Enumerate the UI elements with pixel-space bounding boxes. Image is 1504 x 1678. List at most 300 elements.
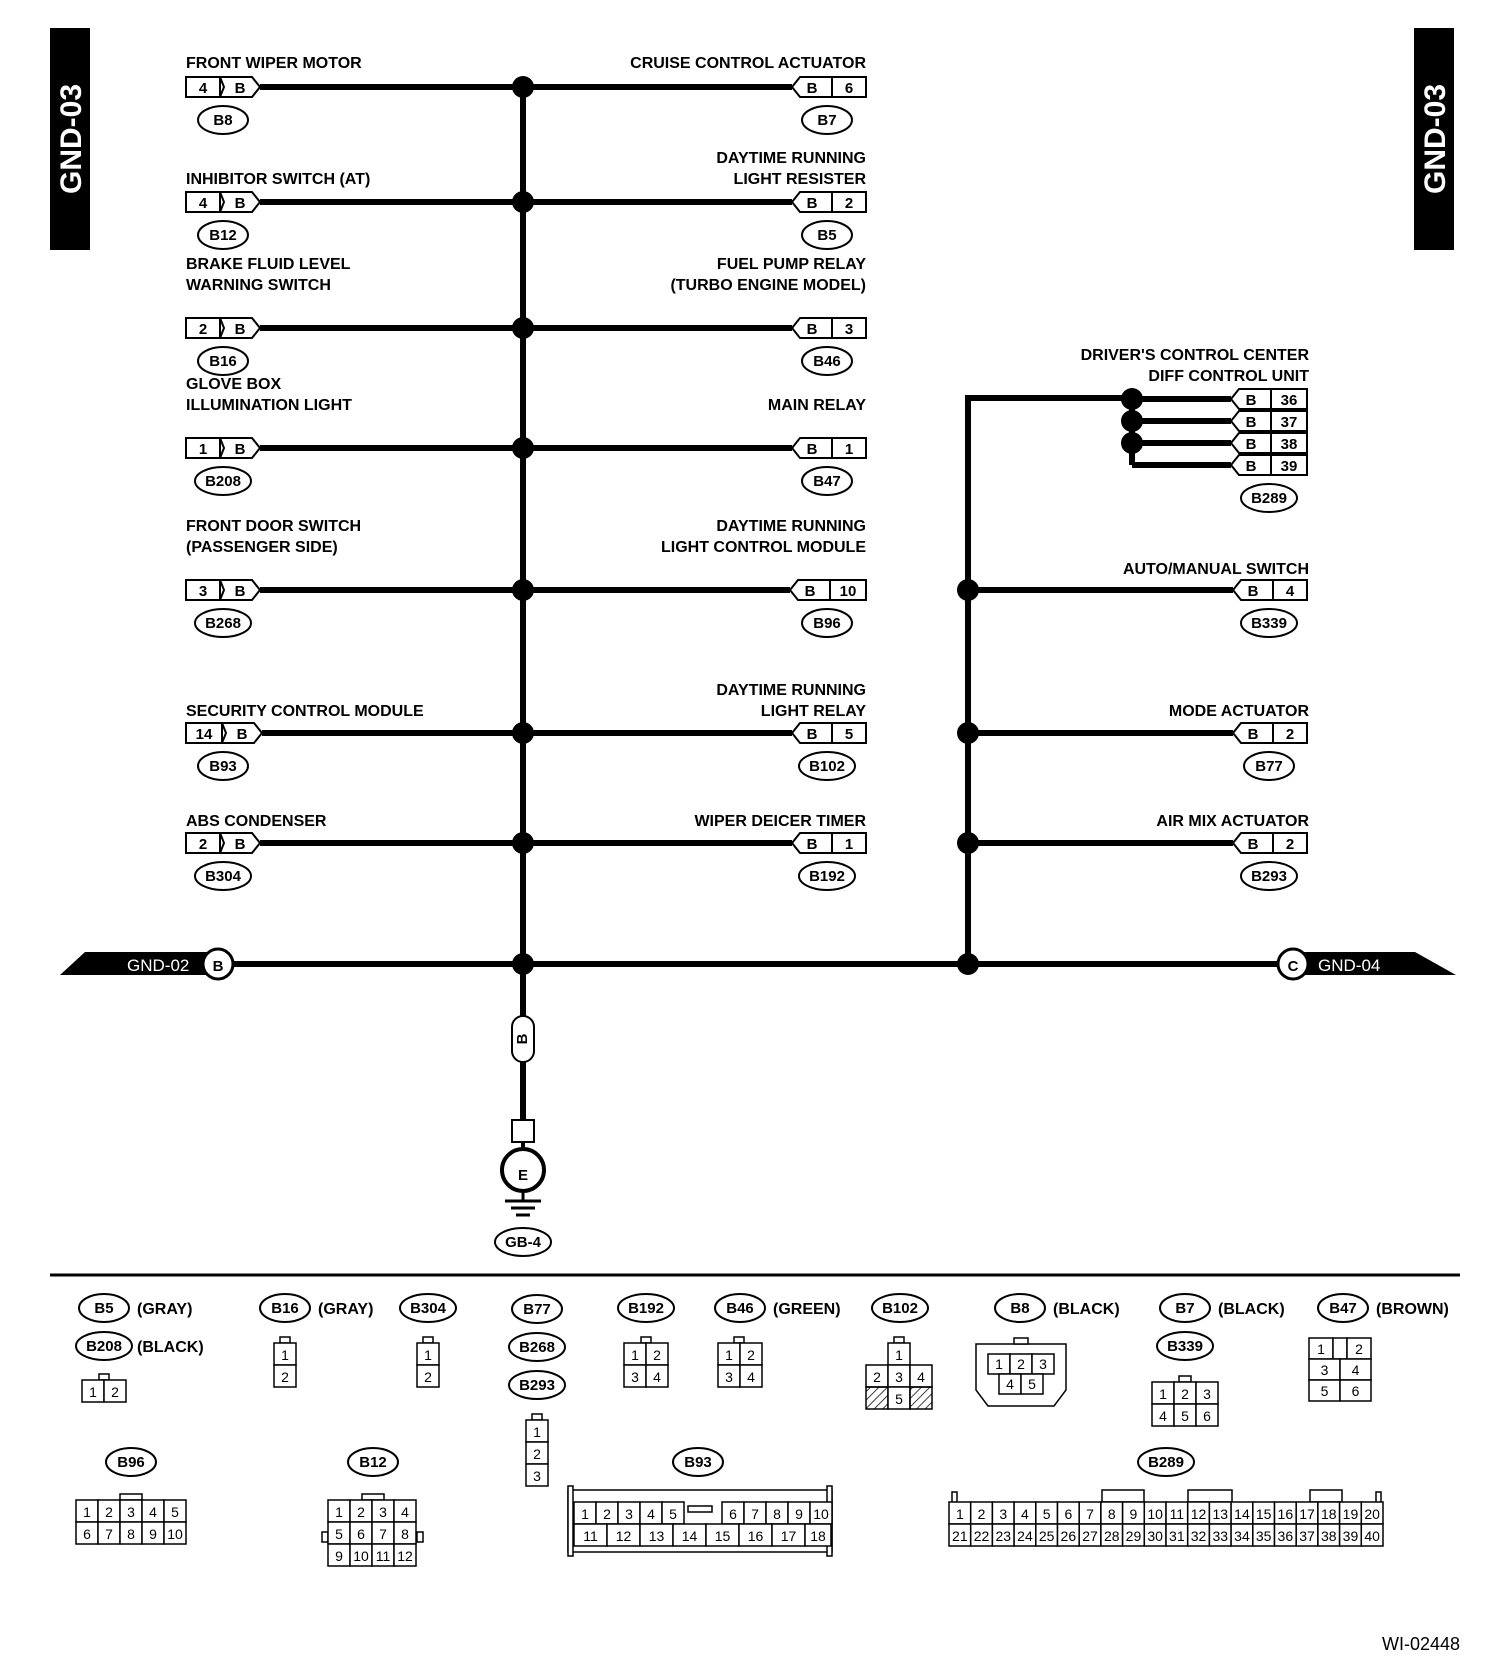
component-label: DAYTIME RUNNING [716,518,866,535]
ground-point-gb-4: GB-4 [505,1234,541,1251]
pin-number: 4 [198,195,208,212]
pin-cell: 15 [714,1528,731,1544]
ground-point [495,1016,551,1256]
pin-cell: 4 [1021,1506,1029,1522]
pin-number: 2 [844,195,854,212]
legend-b8: B8 [1010,1300,1030,1317]
pin-cell: 9 [795,1506,803,1522]
legend-b7-color: (BLACK) [1218,1301,1285,1318]
pin-cell: 12 [397,1548,413,1564]
pin-cell: 18 [1320,1506,1337,1522]
pin-cell: 1 [995,1356,1003,1372]
face-b93 [568,1486,832,1556]
pin-cell: 29 [1125,1528,1142,1544]
pin-cell: 3 [379,1504,387,1520]
junction-dot [512,953,534,975]
pin-cell: 4 [653,1369,661,1385]
pin-cell: 4 [1006,1376,1014,1392]
pin-number: 1 [844,441,854,458]
pin-cell: 1 [89,1384,97,1400]
pin-cell: 17 [1299,1506,1315,1522]
wire-color: B [806,726,818,743]
pin-cell: 1 [533,1424,541,1440]
pin-cell: 37 [1299,1528,1315,1544]
pin-cell: 19 [1342,1506,1359,1522]
left-connection-b208 [186,376,534,495]
face-b304 [417,1343,439,1387]
ground-wire-color: B [513,1033,531,1045]
pin-cell: 4 [149,1504,157,1520]
connector-b8: B8 [213,112,233,129]
side-tag-text: GND-03 [1419,83,1452,195]
middle-connection-b47 [523,397,866,495]
pin-cell: 35 [1255,1528,1272,1544]
wire-color: B [806,195,818,212]
junction-dot [957,722,979,744]
connector-b77: B77 [1255,758,1283,775]
left-connection-b93 [186,703,534,780]
figure-code-text: WI-02448 [1381,1634,1460,1654]
pin-cell: 17 [780,1528,797,1544]
pin-cell: 3 [1039,1356,1047,1372]
component-label: LIGHT RELAY [760,703,866,720]
face-b5 [82,1380,126,1402]
connector-b208: B208 [205,473,241,490]
pin-cell: 5 [1042,1506,1051,1522]
pin-cell: 3 [725,1369,733,1385]
pin-number: 2 [1285,726,1295,743]
pin-cell: 3 [533,1468,541,1484]
ground-bus [60,949,1456,979]
pin-cell: 3 [1320,1362,1329,1378]
face-b47 [1309,1359,1371,1401]
legend-b96: B96 [117,1454,145,1471]
pin-cell: 18 [810,1528,826,1544]
legend-b8-color: (BLACK) [1053,1301,1120,1318]
connector-b5: B5 [817,227,837,244]
pin-number: 4 [1285,583,1295,600]
pin-cell: 8 [1107,1506,1116,1522]
face-b12 [322,1494,423,1566]
pin-cell: 6 [83,1526,91,1542]
connector-b16: B16 [209,353,237,370]
pin-cell: 21 [952,1528,968,1544]
legend-b102: B102 [882,1300,918,1317]
component-label: GLOVE BOX [186,376,282,393]
component-label: (TURBO ENGINE MODEL) [670,277,866,294]
pin-cell: 2 [603,1506,611,1522]
right-connection-b293 [957,813,1309,890]
left-connections [186,55,534,890]
pin-cell: 6 [357,1526,365,1542]
component-label: LIGHT CONTROL MODULE [660,539,866,556]
legend-b77: B77 [523,1301,551,1318]
pin-cell: 10 [353,1548,369,1564]
pin-cell: 5 [1028,1376,1036,1392]
pin-number: 5 [844,726,854,743]
wire-color: B [806,441,818,458]
component-label: WIPER DEICER TIMER [694,813,866,830]
pin-cell: 5 [669,1506,677,1522]
bus-right-letter: C [1287,958,1299,975]
pin-cell: 36 [1277,1528,1294,1544]
pin-cell: 40 [1364,1528,1380,1544]
pin-cell: 2 [533,1446,541,1462]
pin-cell: 2 [111,1384,119,1400]
legend-b16-color: (GRAY) [318,1301,374,1318]
side-tag-right [1414,28,1454,250]
pin-cell: 6 [1351,1383,1360,1399]
wire-color: B [1247,726,1259,743]
pin-cell: 11 [583,1528,598,1544]
pin-cell: 2 [1355,1341,1363,1357]
component-label: (PASSENGER SIDE) [186,539,338,556]
middle-connection-b96 [523,518,866,637]
pin-cell: 7 [105,1526,113,1542]
connector-b47: B47 [813,473,841,490]
legend-b208: B208 [86,1338,122,1355]
legend-b192: B192 [628,1300,664,1317]
component-label: AIR MIX ACTUATOR [1156,813,1309,830]
legend-b7: B7 [1175,1300,1195,1317]
pin-cell: 2 [424,1369,432,1385]
connector-b293: B293 [1251,868,1287,885]
pin-cell: 6 [1064,1506,1073,1522]
pin-cell: 4 [917,1369,925,1385]
wire-color: B [1247,836,1259,853]
pin-cell: 16 [1277,1506,1294,1522]
wire-color: B [234,195,246,212]
legend-b289: B289 [1148,1454,1184,1471]
left-connection-b304 [186,813,534,890]
pin-cell: 1 [281,1347,289,1363]
pin-cell: 2 [1017,1356,1025,1372]
connector-b192: B192 [809,868,845,885]
face-b192 [624,1343,668,1387]
pin-cell: 1 [581,1506,589,1522]
face-b289 [949,1490,1383,1546]
middle-connection-b102 [523,682,866,780]
wire-color: B [234,441,246,458]
right-connection-b339 [957,561,1309,637]
right-trunk [965,398,1134,965]
pin-cell: 4 [1351,1362,1360,1378]
face-b77 [526,1420,548,1486]
component-label: ILLUMINATION LIGHT [186,397,352,414]
junction-dot [957,953,979,975]
pin-cell: 34 [1234,1528,1250,1544]
pin-cell: 2 [873,1369,881,1385]
pin-cell: 25 [1038,1528,1055,1544]
pin-cell: 14 [1234,1506,1250,1522]
connector-legend [76,1294,1449,1566]
pin-number: 39 [1280,458,1298,475]
pin-cell: 10 [1147,1506,1163,1522]
pin-cell: 9 [1129,1506,1138,1522]
wire-color: B [1245,414,1257,431]
face-b7 [1152,1382,1218,1426]
pin-cell: 2 [1181,1386,1189,1402]
wire-color: B [234,836,246,853]
pin-cell: 33 [1212,1528,1229,1544]
junction-dot [957,832,979,854]
component-label: INHIBITOR SWITCH (AT) [186,171,371,188]
wire-color: B [236,726,248,743]
legend-b208-color: (BLACK) [137,1339,204,1356]
pin-number: 4 [198,80,208,97]
pin-number: 2 [198,321,208,338]
middle-connection-b192 [523,813,866,890]
face-b8 [976,1338,1066,1406]
pin-cell: 3 [1203,1386,1211,1402]
pin-number: 2 [198,836,208,853]
pin-cell: 8 [127,1526,135,1542]
pin-cell: 2 [105,1504,113,1520]
pin-cell: 1 [1317,1341,1325,1357]
connector-b268: B268 [205,615,241,632]
pin-cell: 2 [747,1347,755,1363]
pin-cell: 31 [1169,1528,1185,1544]
pin-cell: 3 [625,1506,633,1522]
pin-cell: 7 [379,1526,387,1542]
pin-cell: 1 [631,1347,639,1363]
legend-b93: B93 [684,1454,712,1471]
component-label: FUEL PUMP RELAY [716,256,866,273]
pin-cell: 5 [1320,1383,1329,1399]
component-label: FRONT DOOR SWITCH [186,518,362,535]
pin-cell: 4 [747,1369,755,1385]
pin-cell: 27 [1082,1528,1098,1544]
pin-cell: 20 [1364,1506,1380,1522]
component-label: DRIVER'S CONTROL CENTER [1080,347,1309,364]
junction-dot [1121,410,1143,432]
pin-number: 38 [1280,436,1298,453]
wire-color: B [234,321,246,338]
pin-cell: 2 [653,1347,661,1363]
wire-color: B [234,583,246,600]
legend-b16: B16 [271,1300,299,1317]
pin-cell: 32 [1190,1528,1207,1544]
connector-b289: B289 [1251,490,1287,507]
pin-cell: 3 [631,1369,639,1385]
middle-connections [523,55,866,890]
pin-cell: 5 [895,1391,903,1407]
wire-color: B [234,80,246,97]
pin-cell: 9 [335,1548,343,1564]
pin-cell: 4 [647,1506,655,1522]
legend-b46: B46 [726,1300,754,1317]
legend-b46-color: (GREEN) [773,1301,841,1318]
connector-b93: B93 [209,758,237,775]
right-connections [957,561,1309,890]
junction-dot [957,579,979,601]
right-multi-connection [1081,347,1310,512]
wire-color: B [1245,436,1257,453]
pin-cell: 8 [401,1526,409,1542]
pin-cell: 7 [751,1506,759,1522]
pin-cell: 12 [615,1528,632,1544]
pin-cell: 9 [149,1526,157,1542]
left-connection-b12 [186,171,534,249]
component-label: CRUISE CONTROL ACTUATOR [630,55,866,72]
pin-cell: 13 [648,1528,665,1544]
pin-cell: 38 [1320,1528,1337,1544]
pin-number: 3 [198,583,208,600]
pin-cell: 1 [83,1504,91,1520]
legend-b304: B304 [410,1300,446,1317]
legend-b12: B12 [359,1454,387,1471]
face-b93-row1a [574,1502,684,1524]
pin-cell: 2 [977,1506,986,1522]
middle-connection-b46 [523,256,866,375]
pin-cell: 12 [1190,1506,1207,1522]
bus-left-letter: B [212,958,224,975]
pin-number: 1 [198,441,208,458]
pin-number: 37 [1280,414,1298,431]
face-b102 [866,1365,932,1409]
pin-cell: 4 [1159,1408,1167,1424]
wire-color: B [806,836,818,853]
connector-b339: B339 [1251,615,1287,632]
junction-dot [1121,432,1143,454]
pin-cell: 39 [1342,1528,1359,1544]
legend-b293: B293 [519,1377,555,1394]
component-label: AUTO/MANUAL SWITCH [1122,561,1309,578]
legend-b5-color: (GRAY) [137,1301,193,1318]
pin-number: 3 [844,321,854,338]
pin-cell: 28 [1103,1528,1120,1544]
face-b96 [76,1494,186,1544]
component-label: DAYTIME RUNNING [716,150,866,167]
pin-number: 6 [844,80,854,97]
pin-cell: 6 [1203,1408,1211,1424]
pin-number: 2 [1285,836,1295,853]
component-label: DIFF CONTROL UNIT [1148,368,1309,385]
component-label: DAYTIME RUNNING [716,682,866,699]
pin-cell: 3 [895,1369,903,1385]
pin-cell: 5 [171,1504,179,1520]
wire-color: B [1247,583,1259,600]
wire-color: B [806,321,818,338]
pin-number: 10 [839,583,857,600]
wire-color: B [804,583,816,600]
connector-b12: B12 [209,227,237,244]
left-connection-b8 [186,55,534,134]
connector-b304: B304 [205,868,241,885]
pin-cell: 5 [1181,1408,1189,1424]
face-b16 [274,1343,296,1387]
pin-number: 36 [1280,392,1298,409]
wire-color: B [806,80,818,97]
bus-right-label: GND-04 [1318,956,1381,975]
pin-cell: 15 [1255,1506,1272,1522]
pin-cell: 11 [375,1548,391,1564]
component-label: LIGHT RESISTER [733,171,866,188]
face-b102-top [888,1343,910,1365]
pin-cell: 2 [281,1369,289,1385]
pin-cell: 1 [1159,1386,1167,1402]
face-b93-row1b [722,1502,832,1524]
side-tag-left [50,28,90,250]
pin-cell: 7 [1086,1506,1094,1522]
pin-cell: 24 [1017,1528,1033,1544]
pin-cell: 1 [424,1347,432,1363]
wire-color: B [1245,458,1257,475]
middle-connection-b5 [523,150,866,249]
pin-cell: 1 [335,1504,343,1520]
bus-left-label: GND-02 [127,956,190,975]
legend-b47: B47 [1329,1300,1357,1317]
face-b8-row1 [988,1354,1054,1374]
legend-b339: B339 [1167,1338,1203,1355]
pin-cell: 22 [973,1528,990,1544]
pin-cell: 2 [357,1504,365,1520]
pin-cell: 1 [895,1347,903,1363]
component-label: FRONT WIPER MOTOR [186,55,362,72]
pin-cell: 4 [401,1504,409,1520]
face-b47-row1 [1309,1338,1371,1359]
ground-symbol-letter: E [517,1167,529,1184]
pin-cell: 3 [127,1504,135,1520]
pin-cell: 1 [955,1506,964,1522]
pin-cell: 16 [747,1528,764,1544]
right-connection-b77 [957,703,1309,780]
connector-b46: B46 [813,353,841,370]
pin-cell: 1 [725,1347,733,1363]
middle-connection-b7 [523,55,866,134]
legend-b5: B5 [94,1300,114,1317]
pin-number: 14 [195,726,213,743]
component-label: MAIN RELAY [767,397,866,414]
pin-cell: 10 [167,1526,183,1542]
connector-b96: B96 [813,615,841,632]
face-b93-row2 [574,1524,831,1546]
figure-code [1382,1634,1460,1654]
face-b8-row2 [999,1374,1043,1394]
component-label: SECURITY CONTROL MODULE [186,703,424,720]
pin-cell: 26 [1060,1528,1077,1544]
face-b46 [718,1343,762,1387]
pin-cell: 3 [999,1506,1008,1522]
connector-b102: B102 [809,758,845,775]
pin-cell: 13 [1212,1506,1229,1522]
face-b289-grid [949,1502,1383,1546]
left-connection-b268 [186,518,534,637]
pin-cell: 23 [995,1528,1012,1544]
side-tag-text: GND-03 [55,83,88,195]
left-connection-b16 [186,256,534,375]
component-label: ABS CONDENSER [186,813,327,830]
pin-cell: 6 [729,1506,737,1522]
pin-cell: 5 [335,1526,343,1542]
pin-cell: 11 [1169,1506,1185,1522]
pin-cell: 8 [773,1506,781,1522]
connector-b7: B7 [817,112,837,129]
face-b96-grid [76,1500,186,1544]
pin-cell: 30 [1147,1528,1163,1544]
legend-b268: B268 [519,1339,555,1356]
ground-terminal [512,1120,534,1142]
wire-color: B [1245,392,1257,409]
pin-cell: 14 [681,1528,698,1544]
pin-cell: 10 [813,1506,829,1522]
component-label: BRAKE FLUID LEVEL [186,256,351,273]
face-b12-grid [328,1500,416,1566]
legend-b47-color: (BROWN) [1376,1301,1449,1318]
pin-number: 1 [844,836,854,853]
junction-dot [1121,388,1143,410]
component-label: WARNING SWITCH [186,277,331,294]
